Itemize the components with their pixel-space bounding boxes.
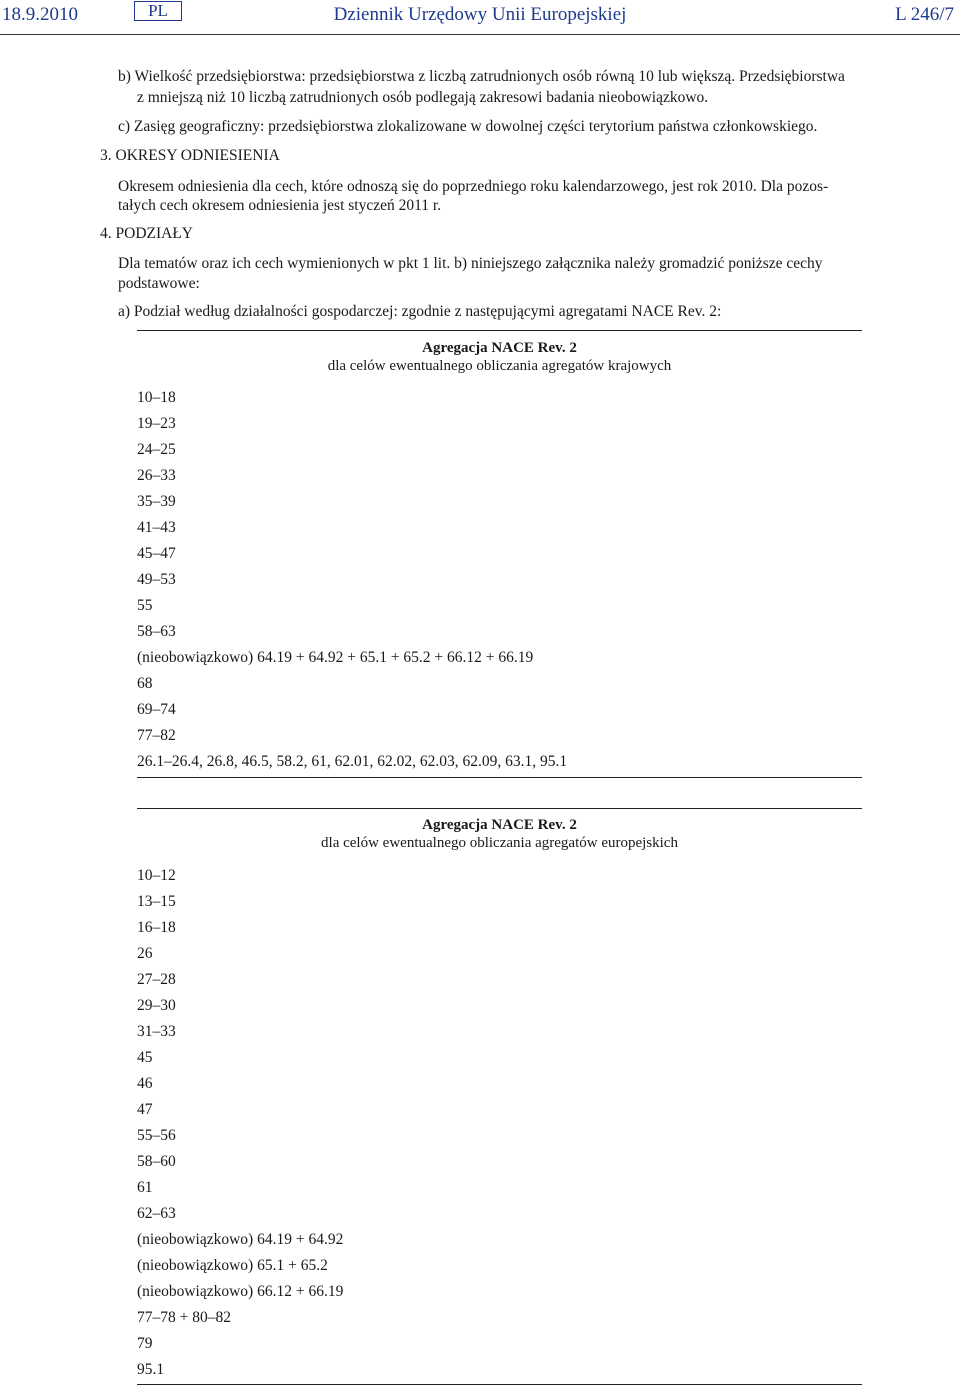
table-row: (nieobowiązkowo) 65.1 + 65.2 <box>137 1257 328 1274</box>
table-row: 13–15 <box>137 893 176 910</box>
item-b-line-2: z mniejszą niż 10 liczbą zatrudnionych osób podlegają zakresowi badania nieobowiązkowo. <box>137 89 709 106</box>
table-row: 58–60 <box>137 1153 176 1170</box>
table-row: 47 <box>137 1101 153 1118</box>
section-3-line-1: Okresem odniesienia dla cech, które odnoszą się do poprzedniego roku kalendarzowego, jest rok 2010. Dla pozos- <box>118 178 829 195</box>
table-row: 49–53 <box>137 571 176 588</box>
table-1-title: Agregacja NACE Rev. 2 <box>422 340 577 356</box>
section-4-heading: 4. PODZIAŁY <box>100 225 193 242</box>
item-c: c) Zasięg geograficzny: przedsiębiorstwa zlokalizowane w dowolnej części terytorium państwa członkowskiego. <box>118 118 818 135</box>
table-row: 31–33 <box>137 1023 176 1040</box>
item-b-line-1: b) Wielkość przedsiębiorstwa: przedsiębiorstwa z liczbą zatrudnionych osób równą 10 lub większą. Przedsiębiorstwa <box>118 68 845 85</box>
table-row: 26 <box>137 945 153 962</box>
table-2-bottom-rule <box>137 1384 862 1385</box>
page-header <box>0 0 960 36</box>
section-4-line-2: podstawowe: <box>118 275 200 292</box>
table-2-top-rule <box>137 808 862 809</box>
section-4-line-1: Dla tematów oraz ich cech wymienionych w pkt 1 lit. b) niniejszego załącznika należy gromadzić poniższe cechy <box>118 255 823 272</box>
table-row: 10–12 <box>137 867 176 884</box>
table-row: 27–28 <box>137 971 176 988</box>
table-1-bottom-rule <box>137 777 862 778</box>
section-3-heading: 3. OKRESY ODNIESIENIA <box>100 147 280 164</box>
journal-title: Dziennik Urzędowy Unii Europejskiej <box>333 4 627 25</box>
table-row: (nieobowiązkowo) 64.19 + 64.92 + 65.1 + 65.2 + 66.12 + 66.19 <box>137 649 534 666</box>
table-row: 19–23 <box>137 415 176 432</box>
language-badge: PL <box>134 1 182 21</box>
table-row: 35–39 <box>137 493 176 510</box>
table-row: 41–43 <box>137 519 176 536</box>
page-number: L 246/7 <box>895 4 954 25</box>
table-row: 69–74 <box>137 701 176 718</box>
table-row: 24–25 <box>137 441 176 458</box>
table-row: (nieobowiązkowo) 64.19 + 64.92 <box>137 1231 344 1248</box>
table-row: 77–78 + 80–82 <box>137 1309 231 1326</box>
header-date: 18.9.2010 <box>2 4 78 25</box>
table-1-subtitle: dla celów ewentualnego obliczania agregatów krajowych <box>327 358 672 374</box>
table-row: 77–82 <box>137 727 176 744</box>
header-rule <box>0 34 960 35</box>
table-row: 68 <box>137 675 153 692</box>
table-1-top-rule <box>137 330 862 331</box>
table-2-title: Agregacja NACE Rev. 2 <box>422 817 577 833</box>
table-row: 16–18 <box>137 919 176 936</box>
table-row: 95.1 <box>137 1361 165 1378</box>
table-row: 58–63 <box>137 623 176 640</box>
table-row: 55–56 <box>137 1127 176 1144</box>
table-row: 46 <box>137 1075 153 1092</box>
table-row: 62–63 <box>137 1205 176 1222</box>
table-row: 10–18 <box>137 389 176 406</box>
table-row: 55 <box>137 597 153 614</box>
table-2-subtitle: dla celów ewentualnego obliczania agregatów europejskich <box>321 835 678 851</box>
table-row: 26.1–26.4, 26.8, 46.5, 58.2, 61, 62.01, 62.02, 62.03, 62.09, 63.1, 95.1 <box>137 753 568 770</box>
item-a: a) Podział według działalności gospodarczej: zgodnie z następującymi agregatami NACE Rev. 2: <box>118 303 722 320</box>
table-row: 61 <box>137 1179 153 1196</box>
table-row: 79 <box>137 1335 153 1352</box>
table-row: 45 <box>137 1049 153 1066</box>
section-3-line-2: tałych cech okresem odniesienia jest styczeń 2011 r. <box>118 197 442 214</box>
table-row: 29–30 <box>137 997 176 1014</box>
table-row: 45–47 <box>137 545 176 562</box>
table-row: 26–33 <box>137 467 176 484</box>
table-row: (nieobowiązkowo) 66.12 + 66.19 <box>137 1283 344 1300</box>
